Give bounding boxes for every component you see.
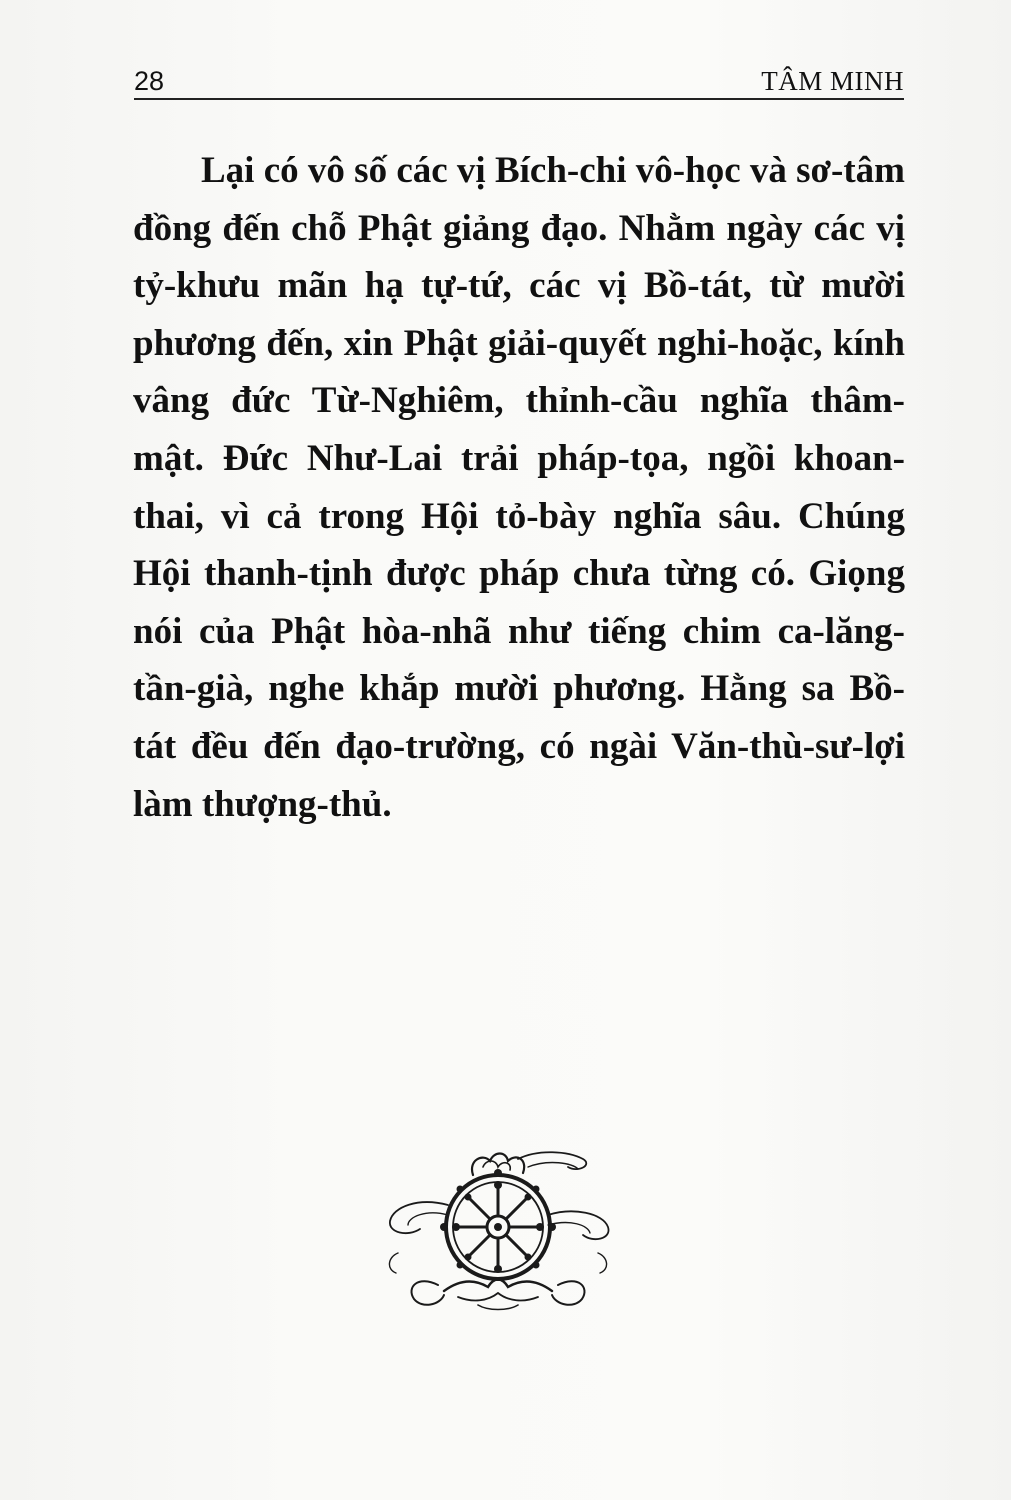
page-header — [134, 62, 904, 100]
page-number: 28 — [134, 66, 165, 96]
header-divider — [134, 98, 904, 100]
dharma-wheel-icon — [378, 1145, 618, 1315]
running-title: TÂM MINH — [761, 66, 904, 96]
body-paragraph: Lại có vô số các vị Bích-chi vô-học và sơ-tâm đồng đến chỗ Phật giảng đạo. Nhằm ngày các vị tỷ-khưu mãn hạ tự-tứ, các vị Bồ-tát, từ mười phương đến, xin Phật giải-quyết nghi-hoặc, kính vâng đức Từ-Nghiêm, thỉnh-cầu nghĩa thâm-mật. Đức Như-Lai trải pháp-tọa, ngồi khoan-thai, vì cả trong Hội tỏ-bày nghĩa sâu. Chúng Hội thanh-tịnh được pháp chưa từng có. Giọng nói của Phật hòa-nhã như tiếng chim ca-lăng-tần-già, nghe khắp mười phương. Hằng sa Bồ-tát đều đến đạo-trường, có ngài Văn-thù-sư-lợi làm thượng-thủ. — [133, 150, 905, 825]
